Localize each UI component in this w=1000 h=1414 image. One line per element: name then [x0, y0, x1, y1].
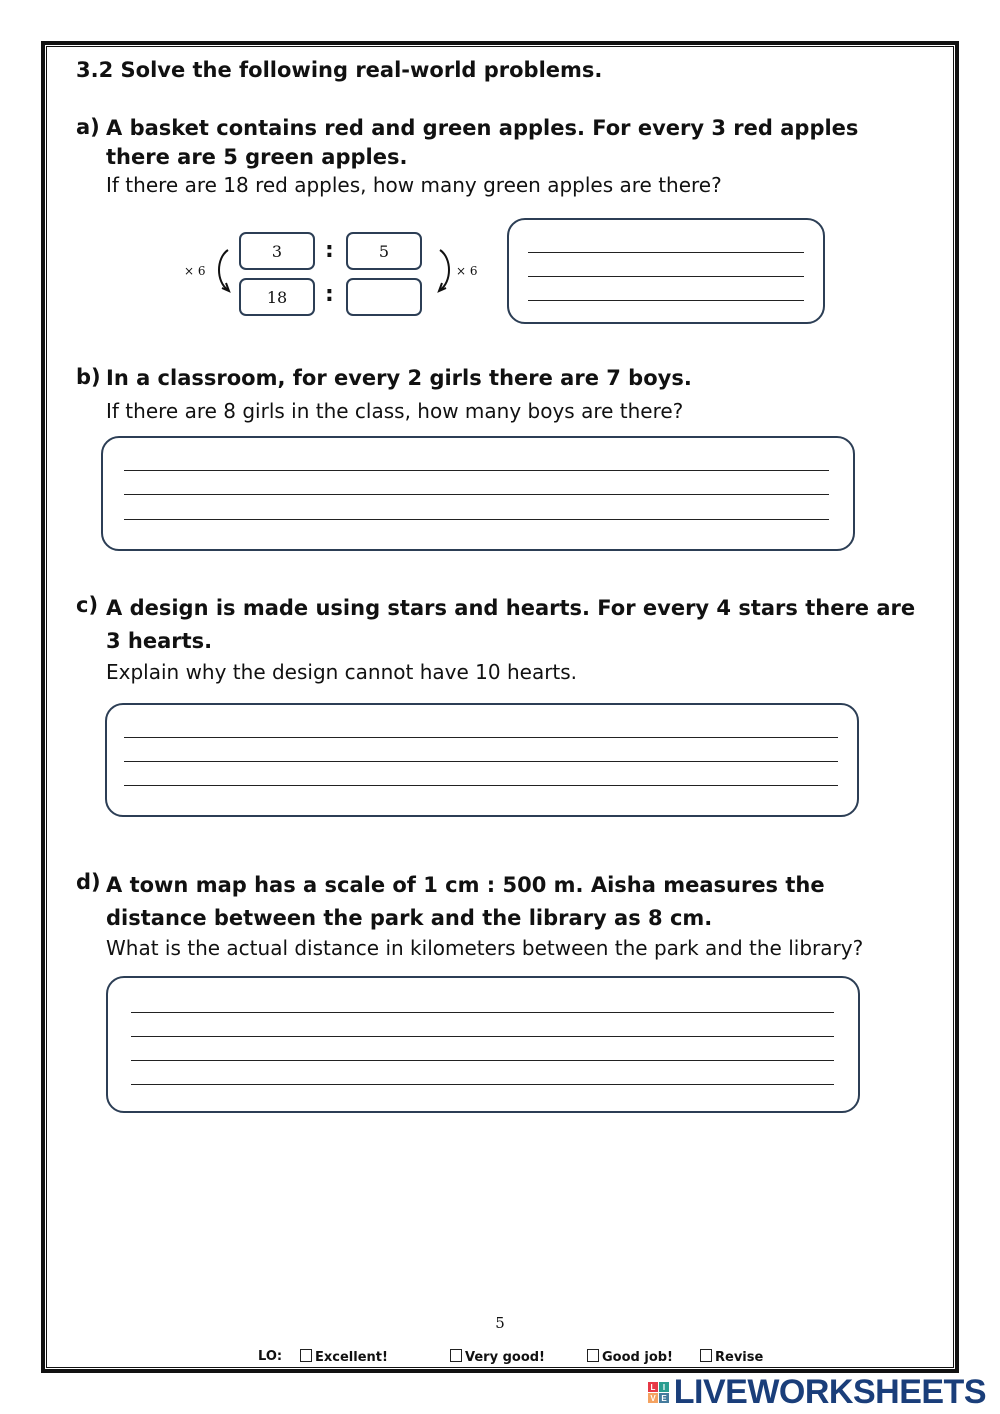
lo-option-revise[interactable]: Revise	[700, 1349, 763, 1365]
checkbox-icon	[700, 1349, 712, 1362]
question-b-letter: b)	[76, 365, 101, 389]
question-b-statement: In a classroom, for every 2 girls there are 7 boys.	[106, 366, 692, 390]
question-a-letter: a)	[76, 115, 100, 139]
answer-line	[124, 494, 829, 495]
lo-label: LO:	[258, 1349, 283, 1364]
question-b-prompt: If there are 8 girls in the class, how many boys are there?	[106, 399, 684, 423]
arrow-left-icon	[210, 246, 240, 298]
answer-line	[131, 1060, 834, 1061]
lo-option-good-job[interactable]: Good job!	[587, 1349, 673, 1365]
answer-line	[528, 300, 804, 301]
ratio-colon-top: :	[325, 238, 334, 263]
logo-tile: I	[659, 1382, 669, 1392]
answer-line	[124, 519, 829, 520]
answer-box-d[interactable]	[106, 976, 860, 1113]
page-number: 5	[495, 1314, 505, 1332]
ratio-box-top-right: 5	[346, 232, 422, 270]
logo-tile: L	[648, 1382, 658, 1392]
checkbox-icon	[450, 1349, 462, 1362]
answer-line	[131, 1012, 834, 1013]
checkbox-icon	[587, 1349, 599, 1362]
checkbox-icon	[300, 1349, 312, 1362]
lo-option-excellent[interactable]: Excellent!	[300, 1349, 388, 1365]
question-c-letter: c)	[76, 593, 99, 617]
ratio-colon-bottom: :	[325, 282, 334, 307]
question-a-prompt: If there are 18 red apples, how many green apples are there?	[106, 173, 722, 197]
multiplier-right: × 6	[456, 264, 478, 278]
question-d-prompt: What is the actual distance in kilometers between the park and the library?	[106, 936, 864, 960]
section-heading: 3.2 Solve the following real-world problems.	[76, 58, 603, 82]
question-c-prompt: Explain why the design cannot have 10 hearts.	[106, 660, 578, 684]
ratio-answer-input[interactable]	[346, 278, 422, 316]
answer-line	[124, 785, 838, 786]
multiplier-left: × 6	[184, 264, 206, 278]
question-d-statement: A town map has a scale of 1 cm : 500 m. Aisha measures the distance between the park and the library as 8 cm.	[106, 873, 825, 930]
question-a-statement: A basket contains red and green apples. For every 3 red apples there are 5 green apples.	[106, 116, 859, 169]
answer-box-a[interactable]	[507, 218, 825, 324]
answer-line	[124, 761, 838, 762]
logo-tile: V	[648, 1393, 658, 1403]
answer-line	[124, 737, 838, 738]
answer-line	[528, 276, 804, 277]
logo-tile: E	[659, 1393, 669, 1403]
answer-line	[528, 252, 804, 253]
ratio-box-bottom-left: 18	[239, 278, 315, 316]
answer-box-c[interactable]	[105, 703, 859, 817]
brand-logo-icon	[648, 1382, 669, 1403]
brand-logo	[648, 1373, 986, 1412]
brand-name: LIVEWORKSHEETS	[673, 1373, 986, 1411]
question-c-statement: A design is made using stars and hearts. For every 4 stars there are 3 hearts.	[106, 596, 916, 653]
answer-line	[131, 1084, 834, 1085]
answer-line	[131, 1036, 834, 1037]
answer-line	[124, 470, 829, 471]
lo-option-very-good[interactable]: Very good!	[450, 1349, 545, 1365]
ratio-box-top-left: 3	[239, 232, 315, 270]
question-d-letter: d)	[76, 870, 101, 894]
